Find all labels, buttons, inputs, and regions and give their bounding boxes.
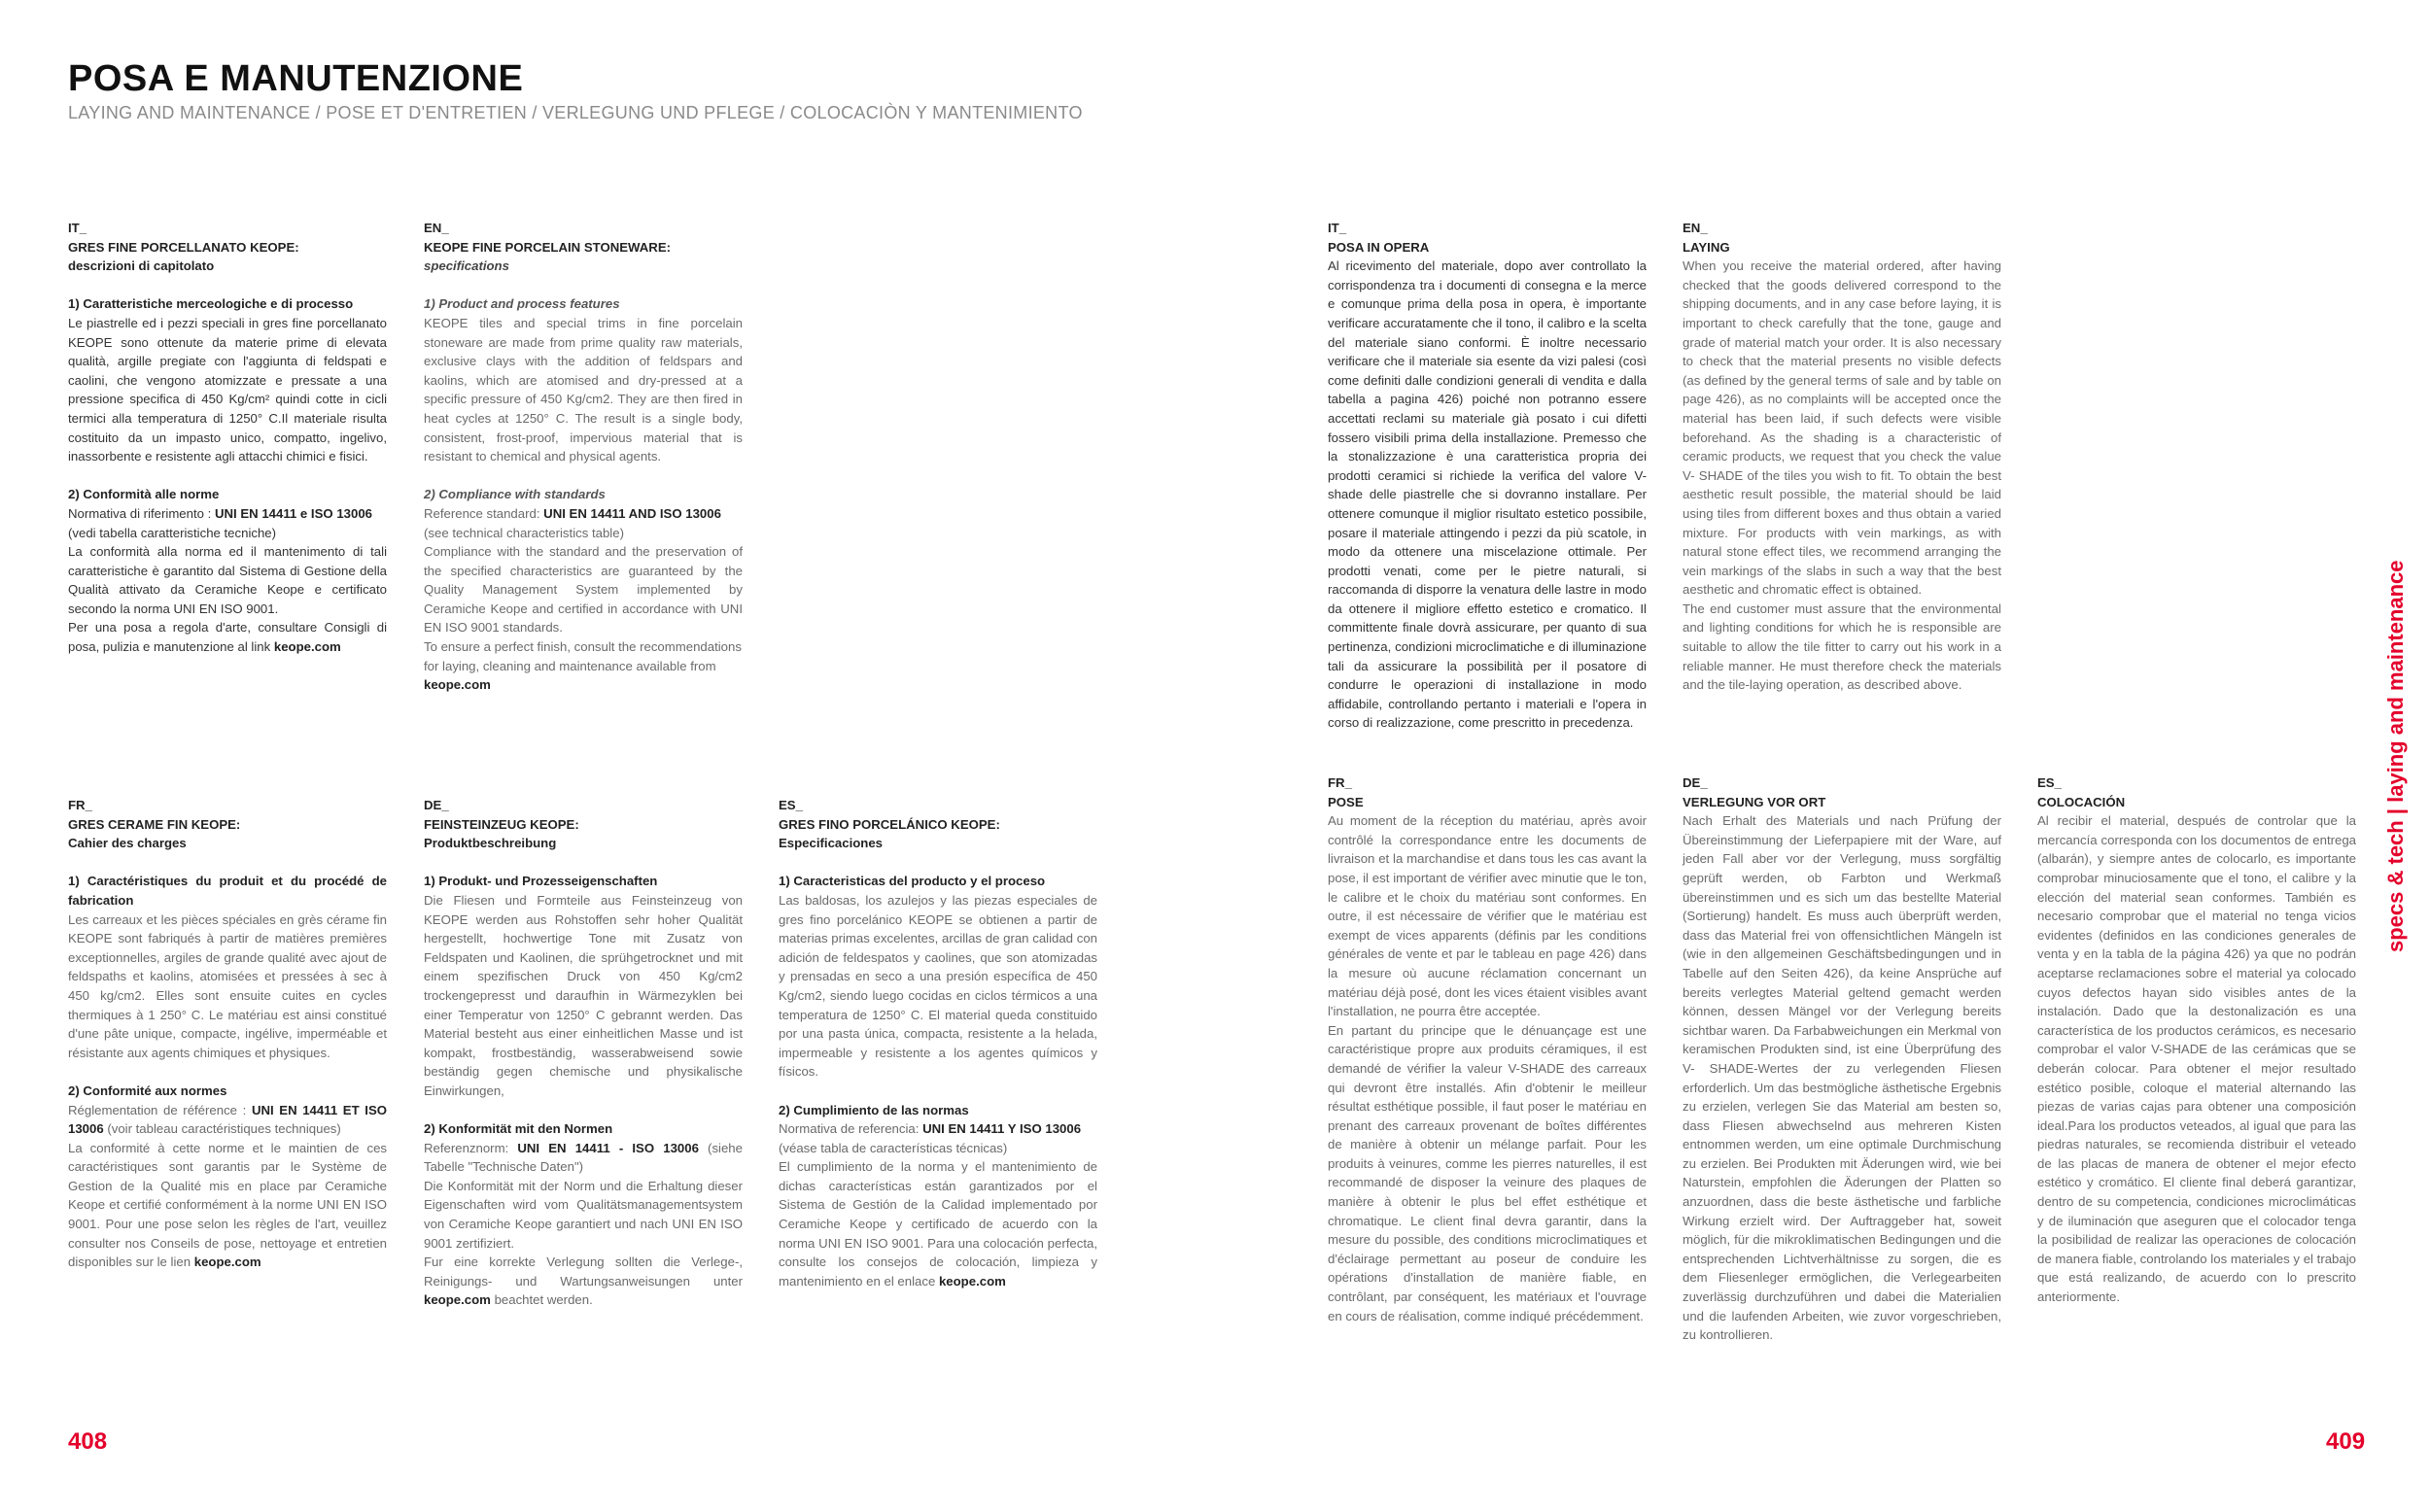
table-reference: (siehe Tabelle "Technische Daten") [424, 1140, 743, 1175]
paragraph-quality-system: La conformità alla norma ed il mantenimento di tali caratteristiche è garantito dal Sistema di Gestione della Qualità attivato da Ceramiche Keope e certificato secondo la norma UNI EN ISO 9001. [68, 544, 387, 616]
section-subtitle: specifications [424, 258, 509, 274]
table-reference: (voir tableau caractéristiques techniques) [103, 1121, 341, 1137]
paragraph-environment: The end customer must assure that the environmental and lighting conditions for which he is responsible are suitable to allow the tile fitter to carry out his work in a reliable manner. He must therefore check the materials and the tile-laying operation, as described above. [1683, 601, 2001, 693]
laying-advice-end: beachtet werden. [490, 1292, 593, 1308]
keope-link[interactable]: keope.com [938, 1273, 1006, 1289]
heading-product-features: 1) Caracteristicas del producto y el proceso [779, 874, 1046, 889]
laying-advice-text: Fur eine korrekte Verlegung sollten die Verlege-, Reinigungs- und Wartungsanweisungen unter [424, 1254, 743, 1289]
lang-code: EN_ [424, 221, 449, 235]
heading-product-features: 1) Caratteristiche merceologiche e di processo [68, 296, 354, 312]
keope-link[interactable]: keope.com [273, 639, 341, 655]
reference-label: Réglementation de référence : [68, 1102, 252, 1117]
page-title: POSA E MANUTENZIONE [68, 58, 524, 99]
reference-label: Reference standard: [424, 505, 544, 521]
paragraph-product-features: Die Fliesen und Formteile aus Feinsteinzeug von KEOPE werden aus Rohstoffen sehr hoher Qualität hergestellt, hochwertige Tone mit Zusatz von Feldspaten und Kaolinen, die sprühgetrocknet und mit einem spezifischen Druck von 450 Kg/cm2 trockengepresst und daraufhin in Wärmezyklen bei einer Temperatur von 1250° C gebrannt werden. Das Material besteht aus einer einheitlichen Masse und ist kompakt, frostbeständig, wasserabweisend sowie beständig gegen chemische und physikalische Einwirkungen, [424, 892, 743, 1098]
section-title: POSA IN OPERA [1328, 239, 1430, 255]
paragraph-shading: En partant du principe que le dénuançage est une caractéristique propre aux produits céramiques, il est demandé de vérifier la valeur V-SHADE des carreaux qui devront être installés. Afin d'obtenir le meilleur résultat esthétique possible, il faut poser le matériau en prenant des carreaux provenant de boîtes différentes de manière à obtenir un mélange parfait. Pour les produits à veinures, comme les pierres naturelles, il est recommandé de disposer la veinure des plaques de manière à obtenir le plus bel effet esthétique et chromatique. Le client final devra garantir, dans la mesure du possible, des conditions microclimatiques et d'éclairage permettant au poseur de conduire les opérations d'installation de manière fiable, en contrôlant, par conséquent, les matériaux et l'ouvrage en cours de réalisation, comme indiqué précédemment. [1328, 1022, 1647, 1323]
paragraph-laying-advice [68, 618, 387, 656]
table-reference: (see technical characteristics table) [424, 525, 624, 540]
de-specification-column [424, 796, 743, 1310]
section-title: LAYING [1683, 239, 1730, 255]
lang-code: DE_ [424, 798, 449, 812]
section-title: POSE [1328, 794, 1364, 809]
paragraph-product-features: Les carreaux et les pièces spéciales en grès cérame fin KEOPE sont fabriqués à partir de matières premières exceptionnelles, argiles de grande qualité avec ajout de feldspaths et kaolins, atomisées et pressées à sec à 450 kg/cm2. Elles sont ensuite cuites en cycles thermiques à 1 250° C. Le matériau est ainsi constitué d'une pâte unique, compacte, ingélive, imperméable et résistante aux agents chimiques et physiques. [68, 911, 387, 1060]
section-title: KEOPE FINE PORCELAIN STONEWARE: [424, 239, 672, 255]
table-reference: (vedi tabella caratteristiche tecniche) [68, 525, 277, 540]
section-title: VERLEGUNG VOR ORT [1683, 794, 1826, 809]
table-reference: (véase tabla de características técnicas) [779, 1140, 1008, 1155]
paragraph-compliance [68, 1101, 387, 1139]
heading-compliance: 2) Compliance with standards [424, 487, 606, 502]
paragraph-laying: Al ricevimento del materiale, dopo aver controllato la corrispondenza tra i documenti di consegna e la merce e comunque prima della posa in opera, è importante verificare accuratamente che il tono, il calibro e la scelta del materiale siano conformi. È inoltre necessario verificare che il materiale sia esente da vizi palesi (così come definiti dalle condizioni generali di vendita e dalla tabella a pagina 426) poiché non potranno essere accettati reclami su materiale già posato i cui difetti fossero visibili prima della installazione. Premesso che la stonalizzazione è una caratteristica propria dei prodotti ceramici si richiede la verifica del valore V-shade delle piastrelle che si dovranno installare. Per ottenere comunque il miglior risultato estetico possibile, posare il materiale attingendo i pezzi da più scatole, in modo da ottenere una miscelazione ottimale. Per prodotti venati, come per le pietre naturali, si raccomanda di disporre la venatura delle lastre in modo da ottenere il migliore effetto estetico e cromatico. Il committente finale dovrà assicurare, per quanto di sua pertinenza, condizioni microclimatiche e di illuminazione tali da assicurare la possibilità per il posatore di condurre le operazioni di installazione in modo affidabile, controllando pertanto i materiali e l'opera in corso di realizzazione, come prescritto in precedenza. [1328, 258, 1647, 731]
paragraph-product-features: KEOPE tiles and special trims in fine porcelain stoneware are made from prime quality raw materials, exclusive clays with the addition of feldspars and kaolins, which are atomised and dry-pressed at a specific pressure of 450 Kg/cm2. They are then fired in heat cycles at 1250° C. The result is a single body, consistent, frost-proof, impervious material that is resistant to chemical and physical agents. [424, 315, 743, 464]
standard-reference: UNI EN 14411 - ISO 13006 [517, 1140, 699, 1155]
section-title: COLOCACIÓN [2037, 794, 2126, 809]
paragraph-laying: When you receive the material ordered, after having checked that the goods delivered correspond to the shipping documents, and in any case before laying, it is important to check carefully that the tone, gauge and grade of material match your order. It is also necessary to check that the material presents no visible defects (as defined by the general terms of sale and by table on page 426), as no complaints will be accepted once the material has been laid, if such defects were visible beforehand. As the shading is a characteristic of ceramic products, we request that you check the value V- SHADE of the tiles you wish to fit. To obtain the best aesthetic result possible, the material should be laid using tiles from different boxes and thus obtain a varied mixture. For products with vein markings, as with natural stone effect tiles, we recommend arranging the vein markings of the slabs in such a way that the best aesthetic and chromatic effect is obtained. [1683, 258, 2001, 598]
heading-product-features: 1) Product and process features [424, 296, 620, 312]
section-title: GRES FINO PORCELÁNICO KEOPE: [779, 816, 1000, 832]
lang-code: FR_ [1328, 775, 1352, 790]
laying-advice-text: To ensure a perfect finish, consult the recommendations for laying, cleaning and maintenance available from [424, 639, 742, 673]
it-specification-column [68, 219, 387, 657]
section-subtitle: descrizioni di capitolato [68, 258, 215, 274]
paragraph-laying: Nach Erhalt des Materials und nach Prüfung der Übereinstimmung der Lieferpapiere mit der Ware, auf jeden Fall aber vor der Verlegung, muss sorgfältig geprüft werden, ob Farbton und Werkmaß übereinstimmen und es sich um das bestellte Material (Sortierung) handelt. Es muss auch überprüft werden, dass das Material frei von offensichtlichen Mängeln ist (wie in den allgemeinen Geschäftsbedingungen und in Tabelle auf den Seiten 426), da keine Ansprüche auf bereits verlegtes Material geltend gemacht werden können, dessen Mängel vor der Verlegung bereits sichtbar waren. Da Farbabweichungen ein Merkmal von keramischen Produkten sind, ist eine Überprüfung des V- SHADE-Wertes der zu verlegenden Fliesen erforderlich. Um das bestmögliche ästhetische Ergebnis zu erzielen, verlegen Sie das Material am besten so, dass Fliesen abwechselnd aus mehreren Kisten entnommen werden, um eine optimale Durchmischung zu erzielen. Bei Produkten mit Äderungen wird, wie bei Naturstein, empfohlen die Äderungen der Platten so anzuordnen, dass die beste ästhetische und farbliche Wirkung erzielt wird. Der Auftraggeber hat, soweit möglich, für die mikroklimatischen Bedingungen und die entsprechenden Lichtverhältnisse zu sorgen, die es dem Fliesenleger ermöglichen, die Verlegearbeiten zuverlässig durchzuführen und dabei die Materialien und die laufenden Arbeiten, wie zuvor vorgeschrieben, zu kontrollieren. [1683, 813, 2001, 1343]
standard-reference: UNI EN 14411 Y ISO 13006 [922, 1121, 1082, 1137]
lang-code: ES_ [2037, 775, 2062, 790]
reference-label: Referenznorm: [424, 1140, 518, 1155]
standard-reference: UNI EN 14411 e ISO 13006 [214, 505, 372, 521]
section-subtitle: Cahier des charges [68, 836, 187, 851]
lang-code: IT_ [68, 221, 87, 235]
keope-link[interactable]: keope.com [193, 1254, 261, 1270]
page-subtitle: LAYING AND MAINTENANCE / POSE ET D'ENTRETIEN / VERLEGUNG UND PFLEGE / COLOCACIÒN Y MANTENIMIENTO [68, 103, 1083, 122]
heading-compliance: 2) Conformité aux normes [68, 1082, 227, 1098]
paragraph-product-features: Las baldosas, los azulejos y las piezas especiales de gres fino porcelánico KEOPE se obtienen a partir de materias primas excelentes, arcillas de gran calidad con adición de feldespatos y caolines, que son atomizadas y prensadas en seco a una presión específica de 450 Kg/cm2, siendo luego cocidas en ciclos térmicos a una temperatura de 1250° C. El material queda constituido por una pasta única, compacta, resistente a la helada, impermeable y resistente a los agentes químicos y físicos. [779, 892, 1097, 1080]
keope-link[interactable]: keope.com [424, 677, 491, 693]
es-laying-column [2037, 773, 2356, 1307]
section-subtitle: Produktbeschreibung [424, 836, 557, 851]
paragraph-laying: Al recibir el material, después de controlar que la mercancía corresponda con los documentos de entrega (albarán), y siempre antes de colocarlo, es importante comprobar minuciosamente que el tono, el calibre y la elección del material sean conformes. También es necesario comprobar que el material no tenga vicios evidentes (definidos en las condiciones generales de venta y en la tabla de la página 426) ya que no podrán aceptarse reclamaciones sobre el material ya colocado cuyos defectos hayan sido visibles antes de la instalación. Dado que la destonalización es una característica de los productos cerámicos, es necesario comprobar el valor V-SHADE de las cerámicas que se deberán colocar. Para obtener el mejor resultado estético posible, coloque el material alternando las piezas de varias cajas para obtener una composición ideal.Para los productos veteados, al igual que para las piedras naturales, se recomienda distribuir el veteado de las placas de manera de obtener el mejor efecto estético y cromático. El cliente final deberá garantizar, dentro de su competencia, condiciones microclimáticas y de iluminación que aseguren que el colocador tenga la posibilidad de realizar las operaciones de colocación de manera fiable, controlando los materiales y el trabajo que está realizando, de acuerdo con lo prescrito anteriormente. [2037, 813, 2356, 1305]
en-specification-column [424, 219, 743, 695]
paragraph-compliance [424, 504, 743, 542]
lang-code: ES_ [779, 798, 803, 812]
keope-link[interactable]: keope.com [424, 1292, 491, 1308]
section-side-label: specs & tech | laying and maintenance [2383, 560, 2408, 952]
heading-compliance: 2) Cumplimiento de las normas [779, 1102, 969, 1117]
paragraph-product-features: Le piastrelle ed i pezzi speciali in gres fine porcellanato KEOPE sono ottenute da materie prime di elevata qualità, argille pregiate con l'aggiunta di feldspati e caolini, che vengono atomizzate e pressate a una pressione specifica di 450 Kg/cm² quindi cotte in cicli termici alla temperatura di 1250° C.Il materiale risulta costituito da un impasto unico, compatto, ingelivo, inassorbente e resistente agli attacchi chimici e fisici. [68, 315, 387, 464]
lang-code: IT_ [1328, 221, 1347, 235]
paragraph-laying-advice [424, 637, 743, 695]
quality-system-text: El cumplimiento de la norma y el mantenimiento de dichas características están garantizados por el Sistema de Gestión de la Calidad implementado por Ceramiche Keope y certificado de acuerdo con la norma UNI EN ISO 9001. Para una colocación perfecta, consulte los consejos de colocación, limpieza y mantenimiento en el enlace [779, 1159, 1097, 1289]
page-number-right: 409 [2326, 1428, 2366, 1455]
paragraph-laying: Au moment de la réception du matériau, après avoir contrôlé la correspondance entre les documents de livraison et la marchandise et dans tous les cas avant la pose, il est important de vérifier avec minutie que le ton, le calibre et le choix du matériau sont conformes. En outre, il est nécessaire de vérifier que le matériau est exempt de vices apparents (définis par les conditions générales de vente et par le tableau en page 426) dans la mesure où aucune réclamation concernant un matériau déjà posé, dont les vices étaient visibles avant l'installation, ne pourra être acceptée. [1328, 813, 1647, 1019]
paragraph-quality-system: Die Konformität mit der Norm und die Erhaltung dieser Eigenschaften wird vom Qualitätsmanagementsystem von Ceramiche Keope garantiert und nach UNI EN ISO 9001 zertifiziert. [424, 1178, 743, 1251]
laying-advice-text: Per una posa a regola d'arte, consultare Consigli di posa, pulizia e manutenzione al link [68, 620, 387, 655]
lang-code: FR_ [68, 798, 92, 812]
heading-compliance: 2) Conformità alle norme [68, 487, 220, 502]
fr-specification-column [68, 796, 387, 1272]
reference-label: Normativa di riferimento : [68, 505, 215, 521]
paragraph-laying-advice [424, 1253, 743, 1310]
paragraph-compliance [68, 504, 387, 542]
heading-product-features: 1) Caractéristiques du produit et du procédé de fabrication [68, 874, 387, 908]
quality-system-text: La conformité à cette norme et le maintien de ces caractéristiques sont garantis par le Système de Gestion de la Qualité mis en place par Ceramiche Keope et certifié conformément à la norme UNI EN ISO 9001. Pour une pose selon les règles de l'art, veuillez consulter nos Conseils de pose, nettoyage et entretien disponibles sur le lien [68, 1140, 387, 1270]
en-laying-column [1683, 219, 2001, 695]
section-title: GRES FINE PORCELLANATO KEOPE: [68, 239, 299, 255]
paragraph-quality-system [68, 1139, 387, 1272]
de-laying-column [1683, 773, 2001, 1345]
lang-code: EN_ [1683, 221, 1708, 235]
paragraph-quality-system [779, 1157, 1097, 1290]
es-specification-column [779, 796, 1097, 1290]
standard-reference: UNI EN 14411 AND ISO 13006 [543, 505, 721, 521]
paragraph-compliance [779, 1119, 1097, 1157]
reference-label: Normativa de referencia: [779, 1121, 923, 1137]
fr-laying-column [1328, 773, 1647, 1325]
heading-product-features: 1) Produkt- und Prozesseigenschaften [424, 874, 658, 889]
heading-compliance: 2) Konformität mit den Normen [424, 1121, 613, 1137]
section-title: FEINSTEINZEUG KEOPE: [424, 816, 579, 832]
standard-reference: UNI EN 14411 ET ISO 13006 [68, 1102, 387, 1137]
paragraph-quality-system: Compliance with the standard and the preservation of the specified characteristics are guaranteed by the Quality Management System implemented by Ceramiche Keope and certified in accordance with UNI EN ISO 9001 standards. [424, 544, 743, 636]
lang-code: DE_ [1683, 775, 1708, 790]
section-subtitle: Especificaciones [779, 836, 884, 851]
it-laying-column [1328, 219, 1647, 733]
paragraph-compliance [424, 1139, 743, 1177]
page-number-left: 408 [68, 1428, 108, 1455]
section-title: GRES CERAME FIN KEOPE: [68, 816, 241, 832]
